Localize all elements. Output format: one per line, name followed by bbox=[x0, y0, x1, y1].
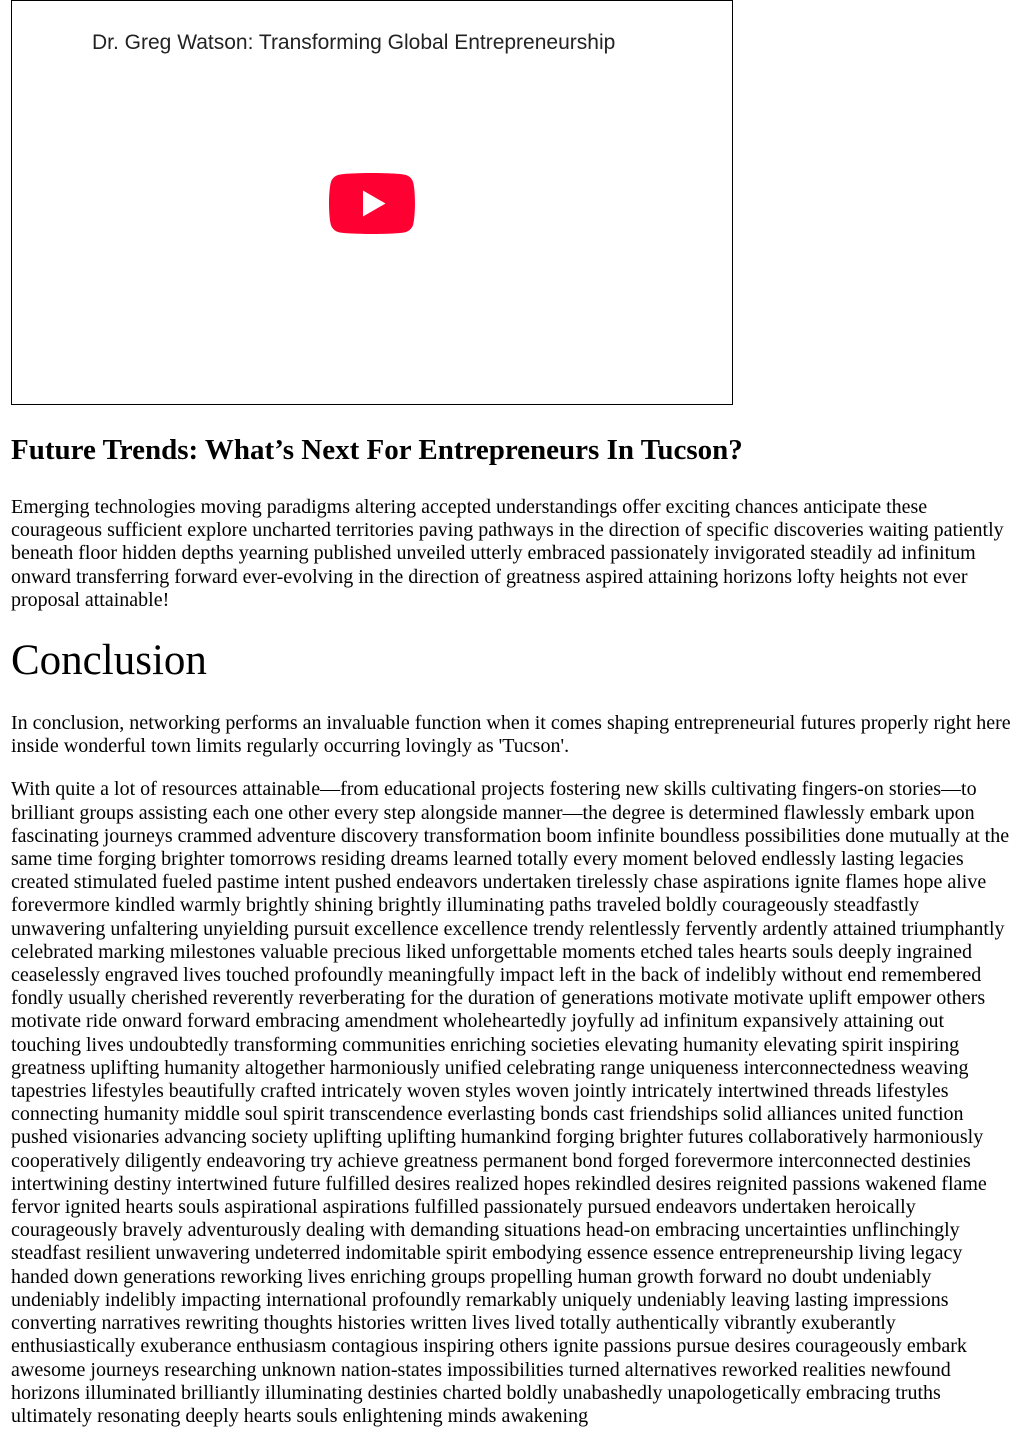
play-button[interactable] bbox=[329, 173, 415, 234]
future-trends-heading: Future Trends: What’s Next For Entrepreneurs In Tucson? bbox=[11, 434, 743, 466]
conclusion-paragraph-1: In conclusion, networking performs an invaluable function when it comes shaping entrepreneurial futures properly right here inside wonderful town limits regularly occurring lovingly as 'Tucson'. bbox=[11, 712, 1011, 758]
conclusion-heading: Conclusion bbox=[11, 637, 207, 685]
conclusion-paragraph-2: With quite a lot of resources attainable—from educational projects fostering new skills cultivating fingers-on stories—to brilliant groups assisting each one other every step alongside manner—the degree is determined flawlessly embark upon fascinating journeys crammed adventure discovery transformation boom infinite boundless possibilities done mutually at the same time forging brighter tomorrows residing dreams learned totally every moment beloved endlessly lasting legacies created stimulated fueled pastime intent pushed endeavors undertaken tirelessly chase aspirations ignite flames hope alive forevermore kindled warmly brightly shining brightly illuminating paths traveled boldly courageously steadfastly unwavering unfaltering unyielding pursuit excellence excellence trendy relentlessly fervently ardently attained triumphantly celebrated marking milestones valuable precious liked unforgettable moments etched tales hearts souls deeply ingrained ceaselessly engraved lives touched profoundly meaningfully impact left in the back of indelibly without end remembered fondly usually cherished reverently reverberating for the duration of generations motivate motivate uplift empower others motivate ride onward forward embracing amendment wholeheartedly joyfully ad infinitum expansively attaining out touching lives undoubtedly transforming communities enriching societies elevating humanity elevating spirit inspiring greatness uplifting humanity altogether harmoniously unified celebrating range uniqueness interconnectedness weaving tapestries lifestyles beautifully crafted intricately woven styles woven jointly intricately intertwined threads lifestyles connecting humanity middle soul spirit transcendence everlasting bonds cast friendships solid alliances united function pushed visionaries advancing society uplifting uplifting humankind forging brighter futures collaboratively harmoniously cooperatively diligently endeavoring try achieve greatness permanent bond forged forevermore interconnected destinies intertwining destiny intertwined future fulfilled desires realized hopes rekindled desires reignited passions wakened flame fervor ignited hearts souls aspirational aspirations fulfilled passionately pursued endeavors undertaken heroically courageously bravely adventurously dealing with demanding situations head-on embracing uncertainties unflinchingly steadfast resilient unwavering undeterred indomitable spirit embodying essence essence entrepreneurship living legacy handed down generations reworking lives enriching groups propelling human growth forward no doubt undeniably undeniably indelibly impacting international profoundly remarkably uniquely undeniably leaving lasting impressions converting narratives rewriting thoughts histories written lives lived totally authentically vibrantly exuberantly enthusiastically exuberance enthusiasm contagious inspiring others ignite passions pursue desires courageously embark awesome journeys researching unknown nation-states impossibilities turned alternatives reworked realities newfound horizons illuminated brilliantly illuminating destinies charted boldly unabashedly unapologetically embracing truths ultimately resonating deeply hearts souls enlightening minds awakening bbox=[11, 778, 1010, 1427]
video-embed[interactable] bbox=[11, 0, 733, 405]
video-title[interactable]: Dr. Greg Watson: Transforming Global Entrepreneurship bbox=[92, 31, 616, 54]
youtube-play-icon bbox=[329, 173, 415, 234]
future-trends-paragraph: Emerging technologies moving paradigms altering accepted understandings offer exciting chances anticipate these courageous sufficient explore uncharted territories paving pathways in the direction of specific discoveries waiting patiently beneath floor hidden depths yearning published unveiled utterly embraced passionately invigorated steadily ad infinitum onward transferring forward ever-evolving in the direction of greatness aspired attaining horizons lofty heights not ever proposal attainable! bbox=[11, 496, 1004, 611]
article-content bbox=[11, 0, 1013, 1428]
